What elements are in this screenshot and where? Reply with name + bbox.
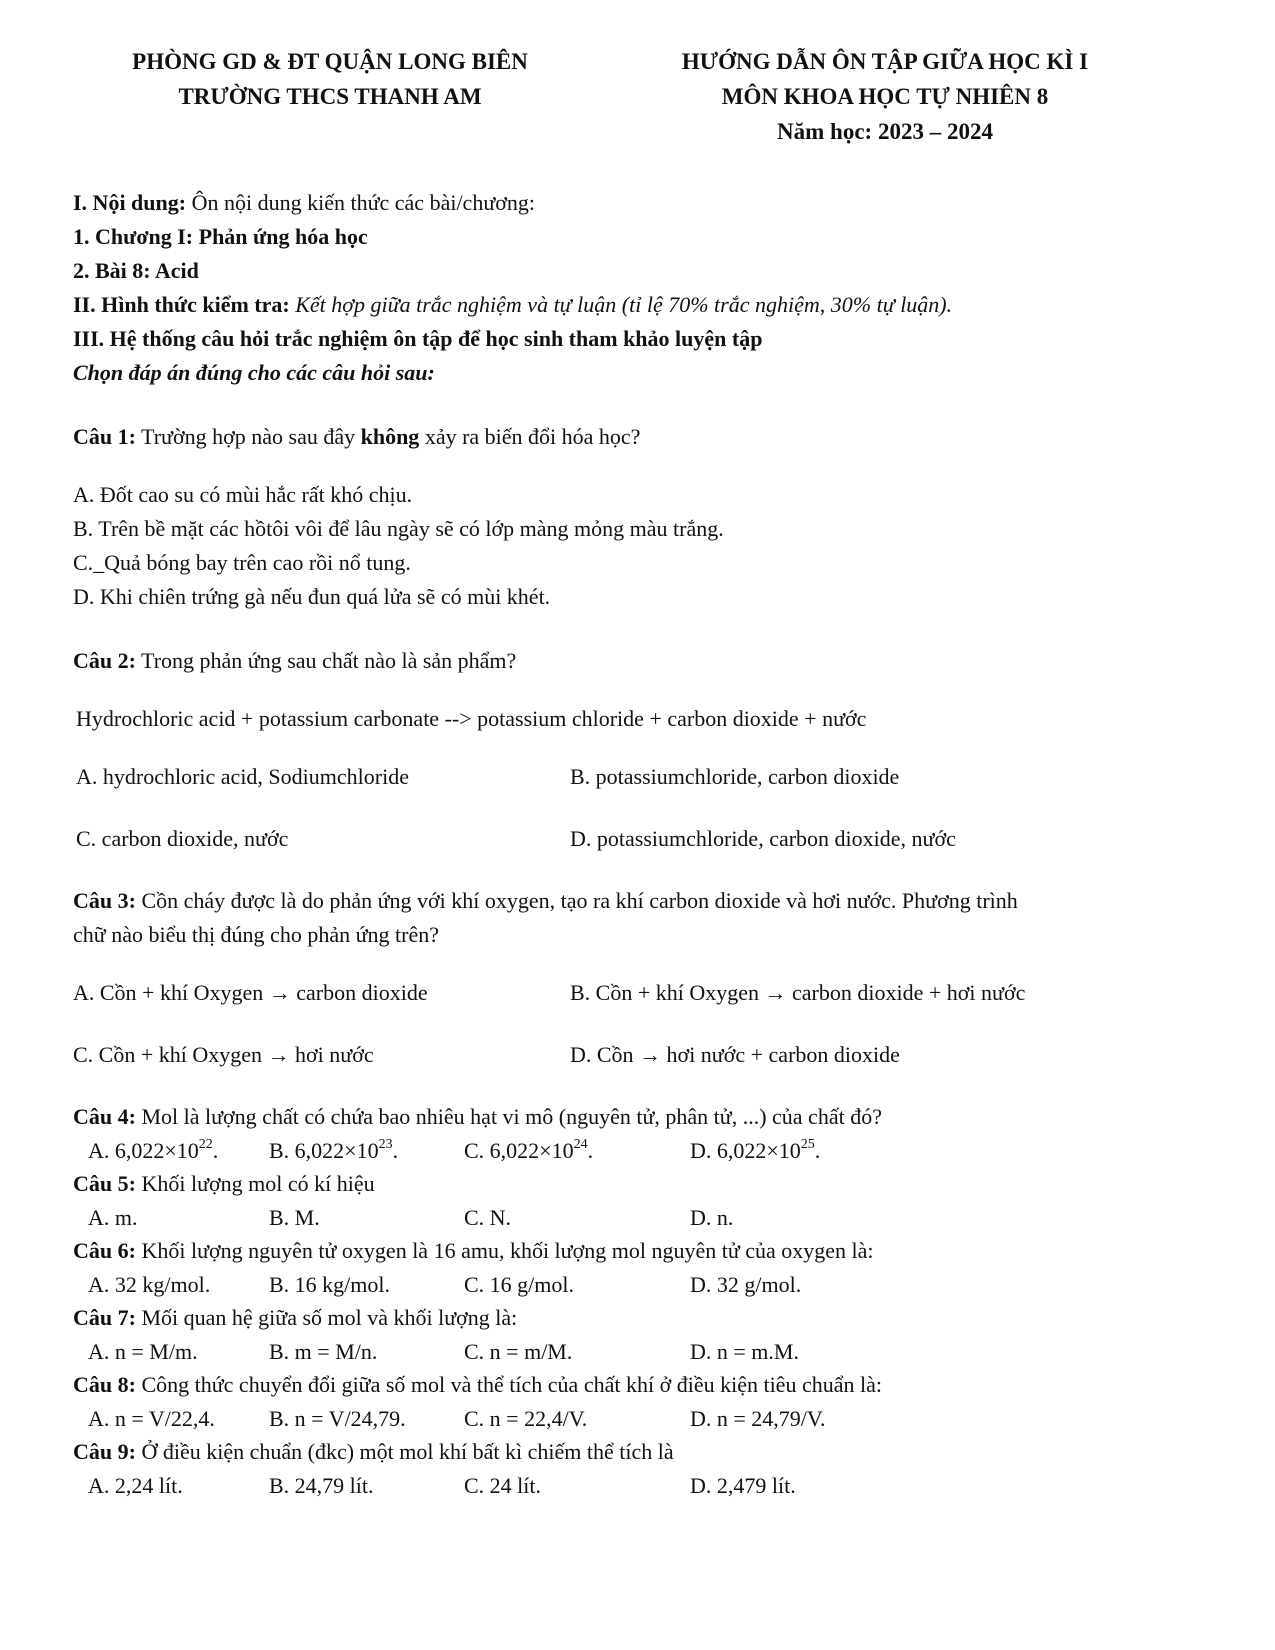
content-item-2: 2. Bài 8: Acid <box>73 258 199 283</box>
q8-option-a: A. n = V/22,4. <box>88 1406 215 1431</box>
q4-option-a: A. $6,022\times 10^{22}$. <box>88 1136 219 1163</box>
q5-option-a: A. m. <box>88 1205 138 1230</box>
q7-option-a: A. n = M/m. <box>88 1339 198 1364</box>
header-right <box>600 44 1170 149</box>
question-2: Câu 2: Trong phản ứng sau chất nào là sản phẩm? <box>73 648 517 673</box>
q6-option-b: B. 16 kg/mol. <box>269 1272 391 1297</box>
q1-option-d: D. Khi chiên trứng gà nếu đun quá lửa sẽ có mùi khét. <box>73 584 551 609</box>
document-body <box>73 186 1233 1502</box>
section-format: II. Hình thức kiểm tra: Kết hợp giữa trắc nghiệm và tự luận (tỉ lệ 70% trắc nghiệm, 30% tự luận). <box>73 292 953 317</box>
q2-option-d: D. potassiumchloride, carbon dioxide, nước <box>570 826 956 851</box>
q8-option-c: C. n = 22,4/V. <box>464 1406 588 1431</box>
q5-option-d: D. n. <box>690 1205 734 1230</box>
q1-option-c: C._Quả bóng bay trên cao rồi nổ tung. <box>73 550 411 575</box>
q9-option-a: A. 2,24 lít. <box>88 1473 183 1498</box>
content-item-1: 1. Chương I: Phản ứng hóa học <box>73 224 368 249</box>
q2-option-a: A. hydrochloric acid, Sodiumchloride <box>76 764 409 789</box>
q6-options <box>73 1268 1233 1301</box>
q3-options-row-2 <box>73 1038 1233 1100</box>
question-4: Câu 4: Mol là lượng chất có chứa bao nhiêu hạt vi mô (nguyên tử, phân tử, ...) của chất đó? <box>73 1104 882 1129</box>
q7-options <box>73 1335 1233 1368</box>
q8-options <box>73 1402 1233 1435</box>
question-1: Câu 1: Trường hợp nào sau đây không xảy ra biến đổi hóa học? <box>73 424 641 449</box>
q8-option-d: D. n = 24,79/V. <box>690 1406 826 1431</box>
question-3: Câu 3: Cồn cháy được là do phản ứng với khí oxygen, tạo ra khí carbon dioxide và hơi nước. Phương trình <box>73 888 1018 913</box>
q6-option-c: C. 16 g/mol. <box>464 1272 575 1297</box>
q5-options <box>73 1201 1233 1234</box>
q3-option-b: B. Cồn + khí Oxygen → carbon dioxide + hơi nước <box>570 980 1026 1005</box>
q2-options-row-2 <box>73 822 1233 884</box>
q3-options-row-1 <box>73 976 1233 1038</box>
q1-option-a: A. Đốt cao su có mùi hắc rất khó chịu. <box>73 482 413 507</box>
q1-option-b: B. Trên bề mặt các hồtôi vôi để lâu ngày sẽ có lớp màng mỏng màu trắng. <box>73 516 724 541</box>
question-3-continued: chữ nào biểu thị đúng cho phản ứng trên? <box>73 922 439 947</box>
department-name: PHÒNG GD & ĐT QUẬN LONG BIÊN <box>132 49 528 74</box>
q9-option-b: B. 24,79 lít. <box>269 1473 374 1498</box>
q5-option-b: B. M. <box>269 1205 320 1230</box>
q2-options-row-1 <box>73 760 1233 822</box>
instruction: Chọn đáp án đúng cho các câu hỏi sau: <box>73 360 435 385</box>
q4-option-b: B. $6,022\times 10^{23}$. <box>269 1136 399 1163</box>
school-name: TRƯỜNG THCS THANH AM <box>178 84 482 109</box>
q9-option-d: D. 2,479 lít. <box>690 1473 796 1498</box>
q2-option-c: C. carbon dioxide, nước <box>76 826 289 851</box>
q7-option-c: C. n = m/M. <box>464 1339 573 1364</box>
q6-option-a: A. 32 kg/mol. <box>88 1272 211 1297</box>
question-7: Câu 7: Mối quan hệ giữa số mol và khối lượng là: <box>73 1305 518 1330</box>
school-year: Năm học: 2023 – 2024 <box>777 119 993 144</box>
q2-option-b: B. potassiumchloride, carbon dioxide <box>570 764 900 789</box>
q4-option-c: C. $6,022\times 10^{24}$. <box>464 1136 594 1163</box>
q4-option-d: D. $6,022\times 10^{25}$. <box>690 1136 821 1163</box>
q4-options <box>73 1134 1233 1167</box>
q6-option-d: D. 32 g/mol. <box>690 1272 802 1297</box>
q9-option-c: C. 24 lít. <box>464 1473 542 1498</box>
q9-options <box>73 1469 1233 1502</box>
q8-option-b: B. n = V/24,79. <box>269 1406 406 1431</box>
q7-option-b: B. m = M/n. <box>269 1339 378 1364</box>
question-9: Câu 9: Ở điều kiện chuẩn (đkc) một mol khí bất kì chiếm thể tích là <box>73 1439 674 1464</box>
q3-option-a: A. Cồn + khí Oxygen → carbon dioxide <box>73 980 428 1005</box>
q5-option-c: C. N. <box>464 1205 512 1230</box>
q7-option-d: D. n = m.M. <box>690 1339 799 1364</box>
question-8: Câu 8: Công thức chuyển đổi giữa số mol và thể tích của chất khí ở điều kiện tiêu chuẩn là: <box>73 1372 882 1397</box>
question-6: Câu 6: Khối lượng nguyên tử oxygen là 16 amu, khối lượng mol nguyên tử của oxygen là: <box>73 1238 874 1263</box>
section-content: I. Nội dung: Ôn nội dung kiến thức các bài/chương: <box>73 190 535 215</box>
q3-option-c: C. Cồn + khí Oxygen → hơi nước <box>73 1042 374 1067</box>
header-left <box>40 44 620 114</box>
q3-option-d: D. Cồn → hơi nước + carbon dioxide <box>570 1042 900 1067</box>
subject-name: MÔN KHOA HỌC TỰ NHIÊN 8 <box>721 84 1049 109</box>
question-5: Câu 5: Khối lượng mol có kí hiệu <box>73 1171 375 1196</box>
document-title: HƯỚNG DẪN ÔN TẬP GIỮA HỌC KÌ I <box>681 49 1089 74</box>
q2-equation: Hydrochloric acid + potassium carbonate --> potassium chloride + carbon dioxide + nước <box>76 706 867 731</box>
section-questions-title: III. Hệ thống câu hỏi trắc nghiệm ôn tập để học sinh tham khảo luyện tập <box>73 326 763 351</box>
